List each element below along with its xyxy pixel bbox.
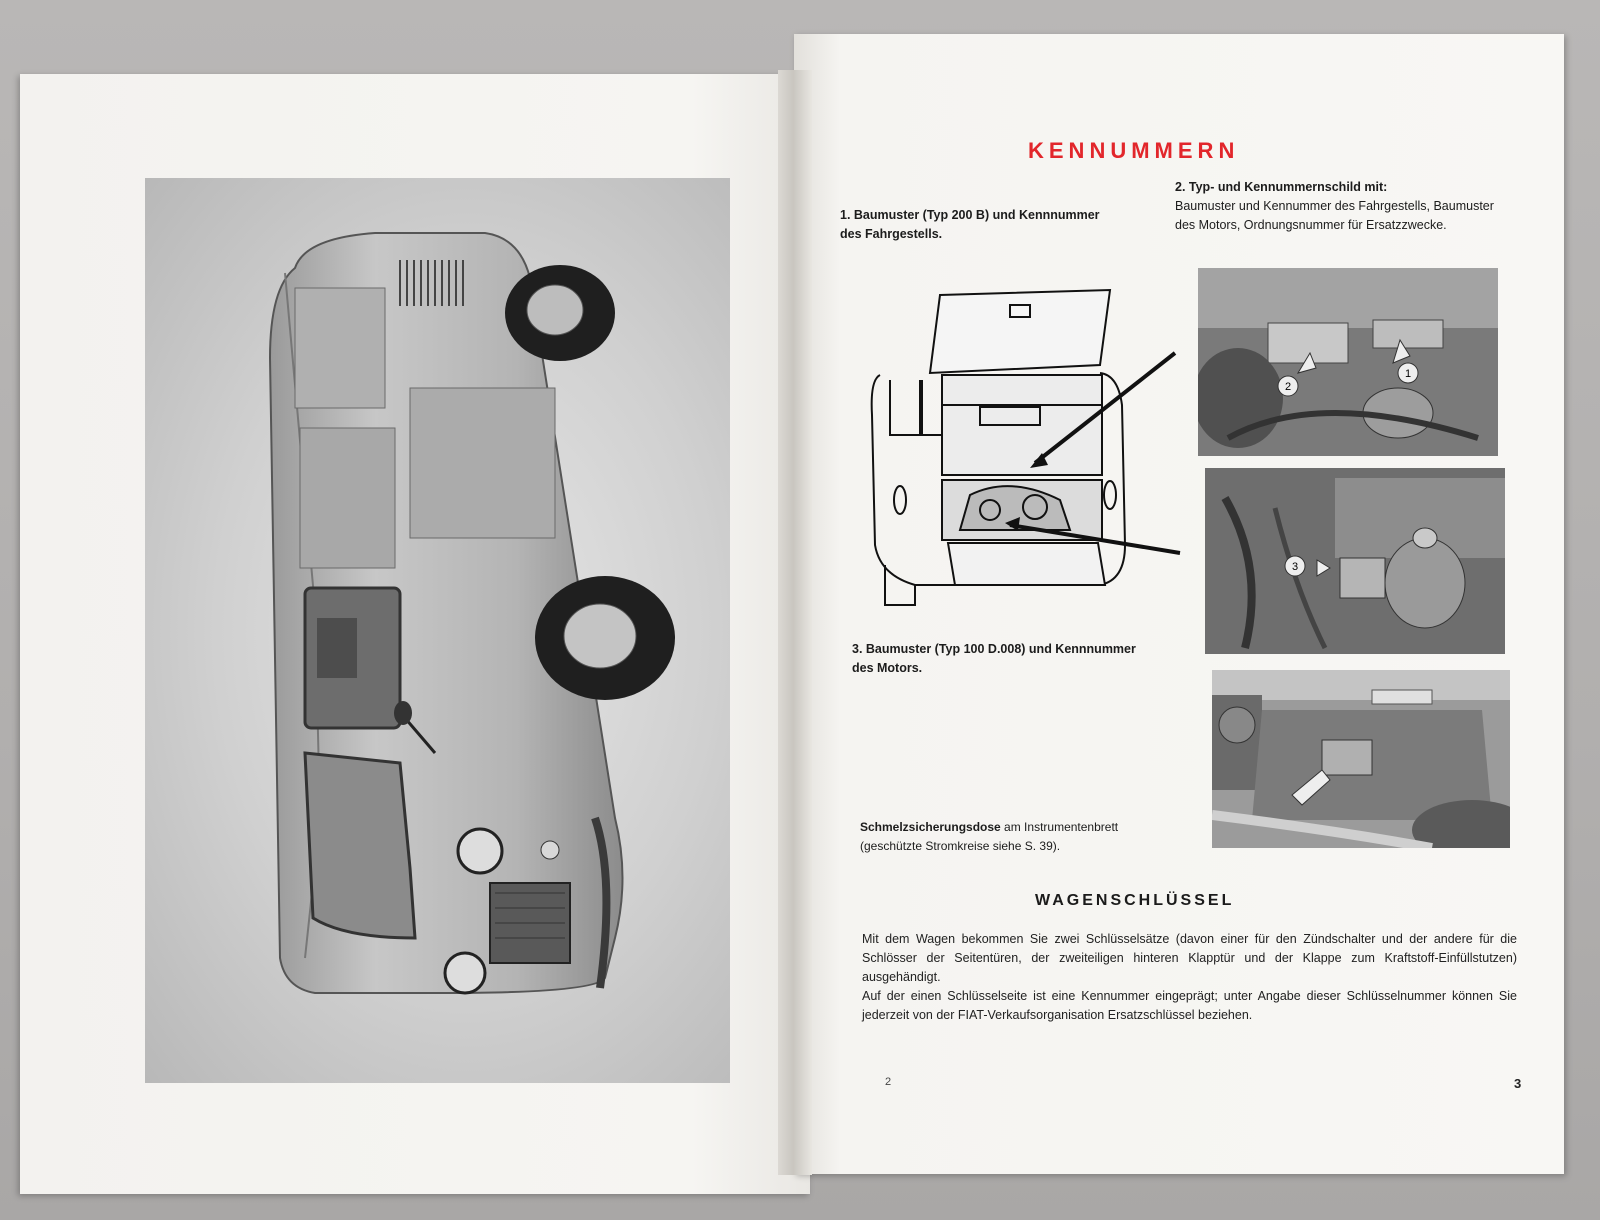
- photo-engine-number: [1205, 468, 1505, 654]
- left-page-number: 2: [885, 1076, 892, 1088]
- right-page-number: 3: [1514, 1076, 1522, 1091]
- marker-3: 3: [1291, 561, 1299, 573]
- van-photograph: [145, 178, 730, 1083]
- wagenschluessel-title: WAGENSCHLÜSSEL: [1035, 892, 1235, 909]
- caption-fuse-box-bold: Schmelzsicherungsdose: [860, 820, 1001, 834]
- caption-chassis-number: 1. Baumuster (Typ 200 B) und Kennnummer des Fahrgestells.: [840, 208, 1100, 241]
- caption-type-plate-heading: 2. Typ- und Kennummernschild mit:: [1175, 180, 1388, 194]
- kennummern-title: KENNUMMERN: [1028, 138, 1240, 163]
- caption-type-plate: [1175, 178, 1505, 235]
- paragraph-key-number: Auf der einen Schlüsselseite ist eine Kennummer eingeprägt; unter Angabe dieser Schlüsselnummer können Sie jederzeit von der FIAT-Verkaufsorganisation Ersatzschlüssel beziehen.: [862, 989, 1517, 1022]
- photo-chassis-plate: [1198, 268, 1498, 456]
- caption-engine-number: 3. Baumuster (Typ 100 D.008) und Kennnummer des Motors.: [852, 642, 1136, 675]
- caption-fuse-box: [860, 818, 1160, 856]
- booklet-spine: [778, 70, 812, 1175]
- marker-2: 2: [1284, 381, 1292, 393]
- caption-fuse-box-rest: am Instrumentenbrett (geschützte Stromkreise siehe S. 39).: [860, 820, 1119, 853]
- paragraph-key-sets: Mit dem Wagen bekommen Sie zwei Schlüsselsätze (davon einer für den Zündschalter und der andere für die Schlösser der Seitentüren, der zweiteiligen hinteren Klapptür und der Klappe zum Kraftstoff-Einfüllstutzen) ausgehändigt.: [862, 932, 1517, 984]
- photo-fuse-box: [1212, 670, 1510, 848]
- marker-1: 1: [1404, 368, 1412, 380]
- caption-type-plate-body: Baumuster und Kennummer des Fahrgestells, Baumuster des Motors, Ordnungsnummer für Ersatzzwecke.: [1175, 199, 1494, 232]
- wagenschluessel-text: [862, 930, 1517, 1025]
